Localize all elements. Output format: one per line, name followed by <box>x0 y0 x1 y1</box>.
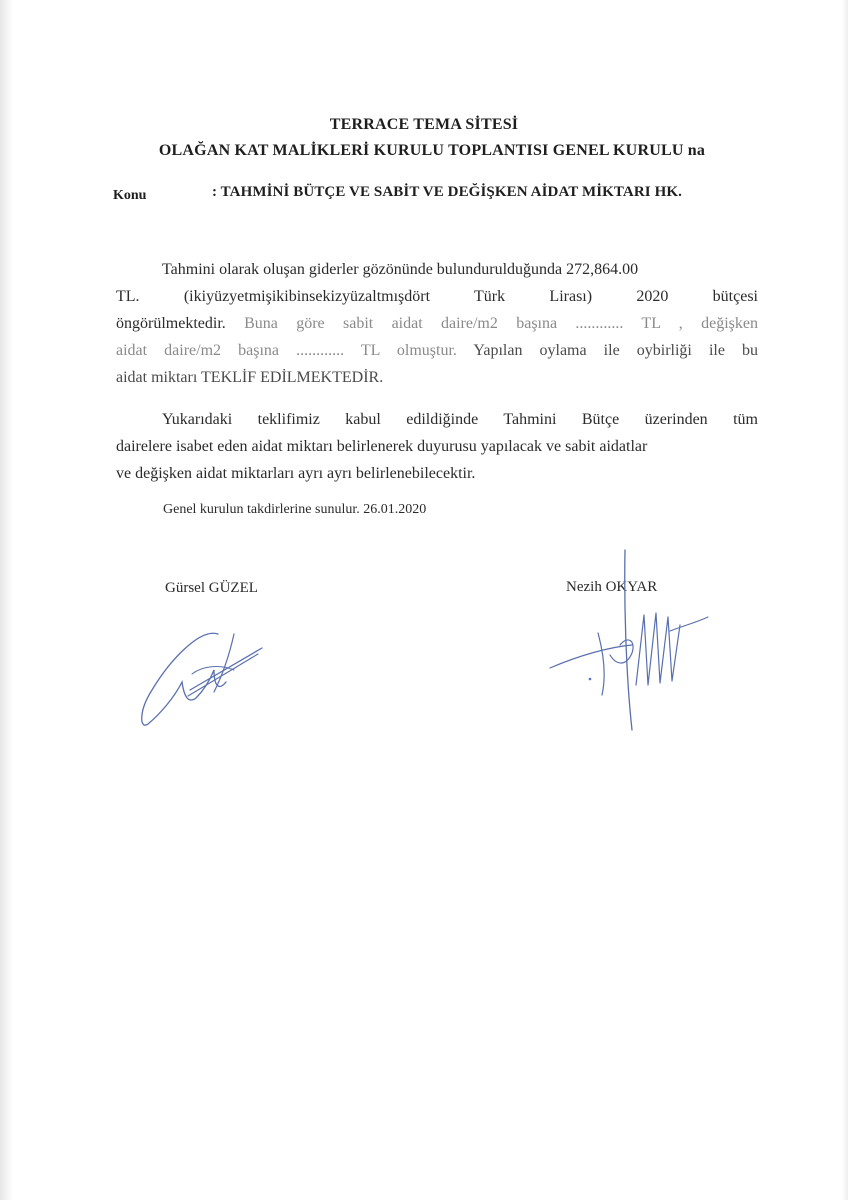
paragraph-line <box>116 310 758 337</box>
paragraph-line <box>116 406 758 433</box>
left-signatory-name: Gürsel GÜZEL <box>165 580 258 596</box>
paragraph-line: aidat miktarı TEKLİF EDİLMEKTEDİR. <box>116 369 384 386</box>
paragraph-line <box>116 337 758 364</box>
right-signature <box>540 545 730 735</box>
right-signatory-name: Nezih OKYAR <box>566 579 658 595</box>
document-title: TERRACE TEMA SİTESİ <box>329 116 519 133</box>
left-signature <box>130 620 280 740</box>
subject-label: Konu <box>113 188 147 203</box>
paragraph-line: ve değişken aidat miktarları ayrı ayrı belirlenebilecektir. <box>116 465 476 482</box>
faded-text: Yapılan oylama ile oybirliği ile bu <box>473 342 759 359</box>
budget-paragraph <box>116 256 758 391</box>
paragraph-line: TL. (ikiyüzyetmişikibinsekizyüzaltmışdört Türk Lirası) 2020 bütçesi <box>116 288 758 305</box>
faded-text: Buna göre sabit aidat daire/m2 başına ............ TL , değişken <box>244 315 758 332</box>
faded-text: aidat daire/m2 başına ............ TL olmuştur. <box>116 342 457 359</box>
proposal-paragraph <box>116 406 758 487</box>
closing-statement: Genel kurulun takdirlerine sunulur. 26.01.2020 <box>163 502 427 517</box>
document-subtitle: OLAĞAN KAT MALİKLERİ KURULU TOPLANTISI GENEL KURULU na <box>158 142 706 159</box>
paragraph-text: öngörülmektedir. <box>116 315 226 332</box>
scan-right-edge <box>842 0 848 1200</box>
scan-left-edge <box>0 0 14 1200</box>
paragraph-text: Yukarıdaki teklifimiz kabul edildiğinde Tahmini Bütçe üzerinden tüm <box>162 411 758 428</box>
paragraph-line <box>116 256 758 283</box>
paragraph-line: dairelere isabet eden aidat miktarı belirlenerek duyurusu yapılacak ve sabit aidatlar <box>116 438 648 455</box>
paragraph-text: Tahmini olarak oluşan giderler gözönünde bulundurulduğunda 272,864.00 <box>162 261 639 278</box>
subject-text: : TAHMİNİ BÜTÇE VE SABİT VE DEĞİŞKEN AİDAT MİKTARI HK. <box>212 184 682 200</box>
